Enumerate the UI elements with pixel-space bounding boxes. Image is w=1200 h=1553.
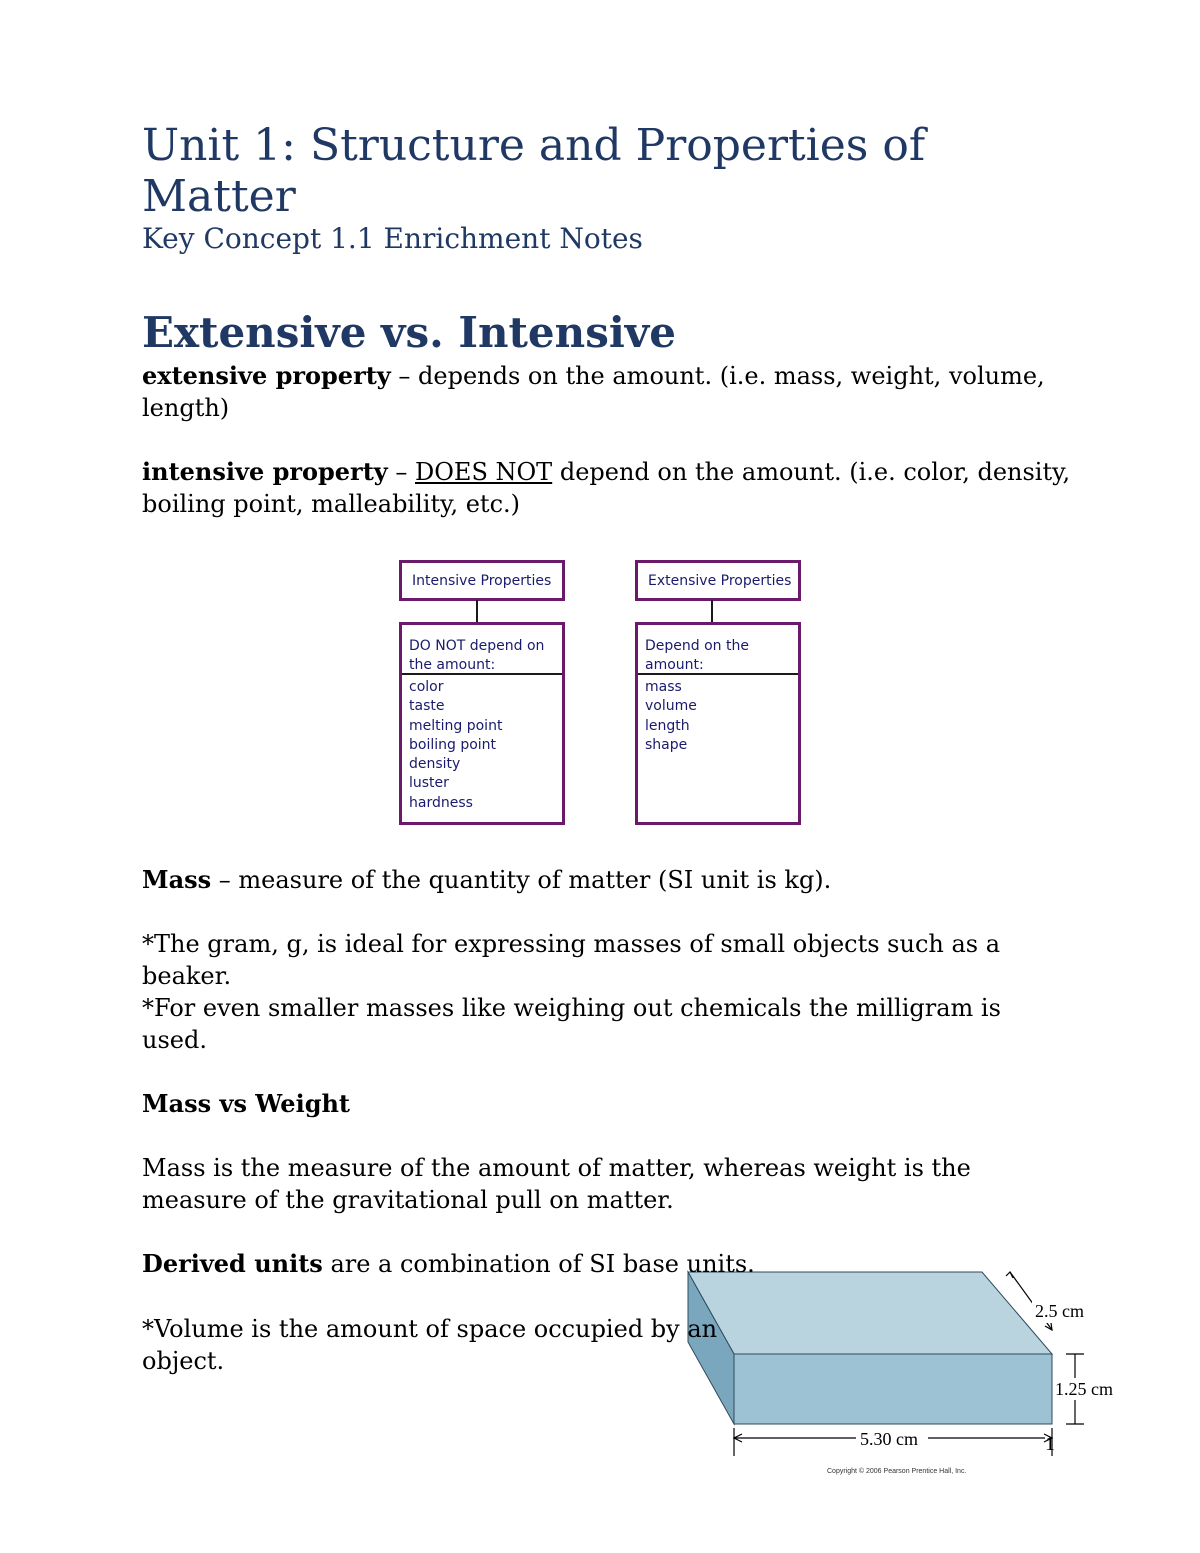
extensive-list: [638, 675, 798, 755]
intensive-item: melting point: [409, 717, 503, 734]
mass-term: Mass: [142, 865, 212, 894]
length-label: 5.30 cm: [860, 1429, 918, 1449]
derived-units-term: Derived units: [142, 1249, 323, 1278]
extensive-title: Extensive Properties: [648, 572, 792, 589]
mass-def-text: – measure of the quantity of matter (SI unit is kg).: [211, 866, 832, 894]
intensive-title: Intensive Properties: [412, 572, 552, 589]
intensive-item: luster: [409, 775, 449, 792]
corner-mark: 1: [1045, 1433, 1055, 1455]
intensive-item: boiling point: [409, 736, 497, 753]
extensive-connector: [711, 600, 713, 624]
depth-label: 2.5 cm: [1035, 1301, 1084, 1321]
extensive-term: extensive property: [142, 361, 391, 390]
mass-vs-weight-text: Mass is the measure of the amount of matter, whereas weight is the measure of the gravitational pull on matter.: [142, 1154, 971, 1214]
intensive-title-box: [399, 560, 565, 601]
does-not-emphasis: DOES NOT: [415, 458, 553, 486]
extensive-def-text: – depends on the amount. (i.e. mass, weight, volume, length): [142, 362, 1045, 422]
mass-note-milligram: *For even smaller masses like weighing out chemicals the milligram is used.: [142, 994, 1001, 1054]
depth-arrow-bottom: [1045, 1323, 1052, 1330]
page-subtitle: Key Concept 1.1 Enrichment Notes: [142, 222, 643, 255]
intensive-item: color: [409, 679, 444, 695]
intensive-def-text: depend on the amount. (i.e. color, density, boiling point, malleability, etc.): [142, 458, 1071, 518]
height-label: 1.25 cm: [1055, 1379, 1113, 1399]
extensive-definition: [142, 360, 1072, 424]
intensive-head: DO NOT depend on the amount:: [402, 625, 562, 675]
mass-note-gram: *The gram, g, is ideal for expressing masses of small objects such as a beaker.: [142, 930, 1001, 990]
mass-vs-weight-heading: [142, 1088, 1072, 1120]
mass-definition: [142, 864, 1072, 896]
intensive-item: density: [409, 756, 461, 773]
page-title: Unit 1: Structure and Properties of Matter: [142, 120, 926, 222]
intensive-definition: [142, 456, 1072, 520]
extensive-title-box: [635, 560, 801, 601]
intensive-detail-box: [399, 622, 565, 825]
intensive-dash: –: [387, 458, 415, 486]
extensive-item: length: [645, 717, 690, 734]
extensive-item: mass: [645, 679, 682, 695]
extensive-head: Depend on the amount:: [638, 625, 798, 675]
extensive-item: shape: [645, 736, 688, 753]
intensive-item: hardness: [409, 794, 473, 811]
intensive-list: [402, 675, 562, 813]
intensive-item: taste: [409, 698, 445, 715]
derived-units-def-text: are a combination of SI base units.: [322, 1250, 755, 1278]
intensive-term: intensive property: [142, 457, 388, 486]
derived-units-definition: [142, 1248, 1072, 1280]
mass-vs-weight-label: Mass vs Weight: [142, 1089, 351, 1118]
extensive-item: volume: [645, 698, 697, 715]
section-heading: Extensive vs. Intensive: [142, 308, 676, 357]
figure-copyright: Copyright © 2006 Pearson Prentice Hall, Inc.: [827, 1468, 967, 1475]
intensive-connector: [476, 600, 478, 624]
volume-note: *Volume is the amount of space occupied by an object.: [142, 1315, 718, 1375]
extensive-detail-box: [635, 622, 801, 825]
